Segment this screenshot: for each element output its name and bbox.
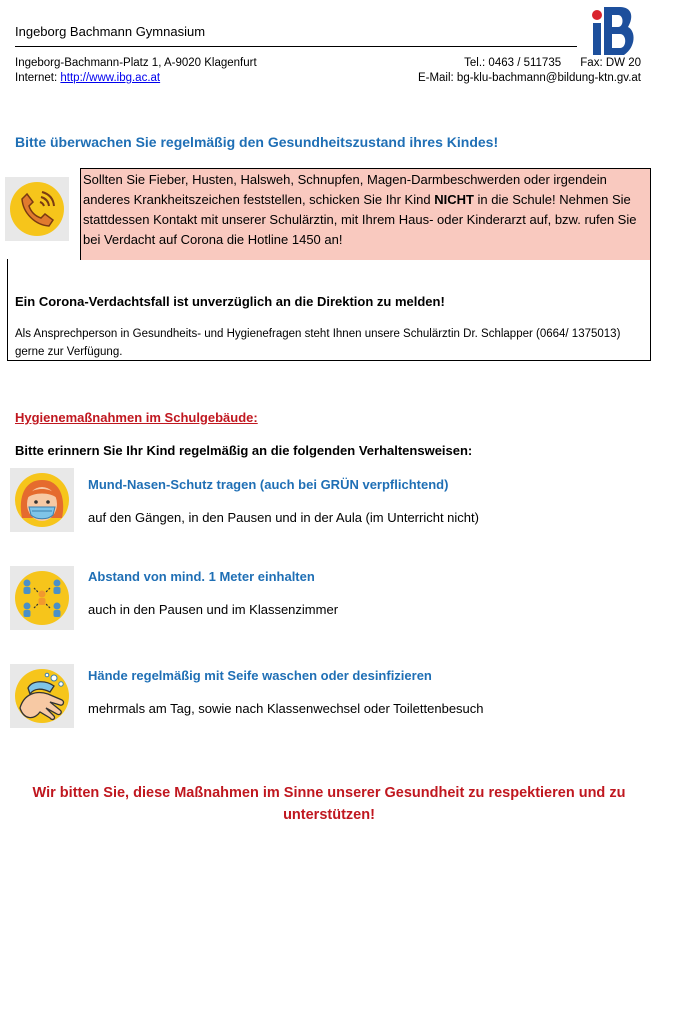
hygiene-heading: Hygienemaßnahmen im Schulgebäude:: [15, 410, 258, 425]
website-link[interactable]: http://www.ibg.ac.at: [60, 72, 161, 84]
rule-distance-description: auch in den Pausen und im Klassenzimmer: [88, 602, 339, 617]
rule-distance-title: Abstand von mind. 1 Meter einhalten: [88, 569, 315, 584]
phone-fax: Tel.: 0463 / 511735 Fax: DW 20: [464, 57, 641, 69]
address-block: [15, 56, 257, 86]
contact-block: [418, 56, 641, 86]
rule-mask-description: auf den Gängen, in den Pausen und in der Aula (im Unterricht nicht): [88, 510, 479, 525]
street-address: Ingeborg-Bachmann-Platz 1, A-9020 Klagenfurt: [15, 57, 257, 69]
monitor-heading: Bitte überwachen Sie regelmäßig den Gesundheitszustand ihres Kindes!: [15, 134, 499, 150]
phone-icon: [5, 177, 69, 241]
closing-appeal: Wir bitten Sie, diese Maßnahmen im Sinne unserer Gesundheit zu respektieren und zu unterstützen!: [32, 785, 626, 823]
email-address: E-Mail: bg-klu-bachmann@bildung-ktn.gv.at: [417, 72, 641, 84]
face-mask-icon: [10, 468, 74, 532]
school-name: Ingeborg Bachmann Gymnasium: [15, 24, 206, 39]
header-divider: [15, 46, 577, 47]
not-emphasis: NICHT: [434, 192, 474, 207]
rule-washing-description: mehrmals am Tag, sowie nach Klassenwechsel oder Toilettenbesuch: [88, 701, 484, 716]
internet-label: Internet:: [15, 72, 61, 84]
rule-mask-title: Mund-Nasen-Schutz tragen (auch bei GRÜN verpflichtend): [88, 477, 449, 492]
school-logo: [588, 3, 638, 59]
school-doctor-contact: Als Ansprechperson in Gesundheits- und Hygienefragen steht Ihnen unsere Schulärztin Dr. Schlapper (0664/ 1375013) gerne zur Verfügung.: [15, 328, 621, 358]
suspected-case-alert: Ein Corona-Verdachtsfall ist unverzüglich an die Direktion zu melden!: [15, 294, 445, 309]
distance-icon: [10, 566, 74, 630]
symptoms-notice: Sollten Sie Fieber, Husten, Halsweh, Schnupfen, Magen-Darmbeschwerden oder irgendein anderes Krankheitszeichen feststellen, schicken Sie Ihr Kind NICHT in die Schule! Nehmen Sie stattdessen Kontakt mit unserer Schulärztin, mit Ihrem Haus- oder Kinderarzt auf, bzw. rufen Sie bei Verdacht auf Corona die Hotline 1450 an!: [80, 168, 651, 260]
rule-washing-title: Hände regelmäßig mit Seife waschen oder desinfizieren: [88, 668, 432, 683]
hand-washing-icon: [10, 664, 74, 728]
reminder-text: Bitte erinnern Sie Ihr Kind regelmäßig an die folgenden Verhaltensweisen:: [15, 443, 473, 458]
internet-line: [15, 71, 257, 86]
